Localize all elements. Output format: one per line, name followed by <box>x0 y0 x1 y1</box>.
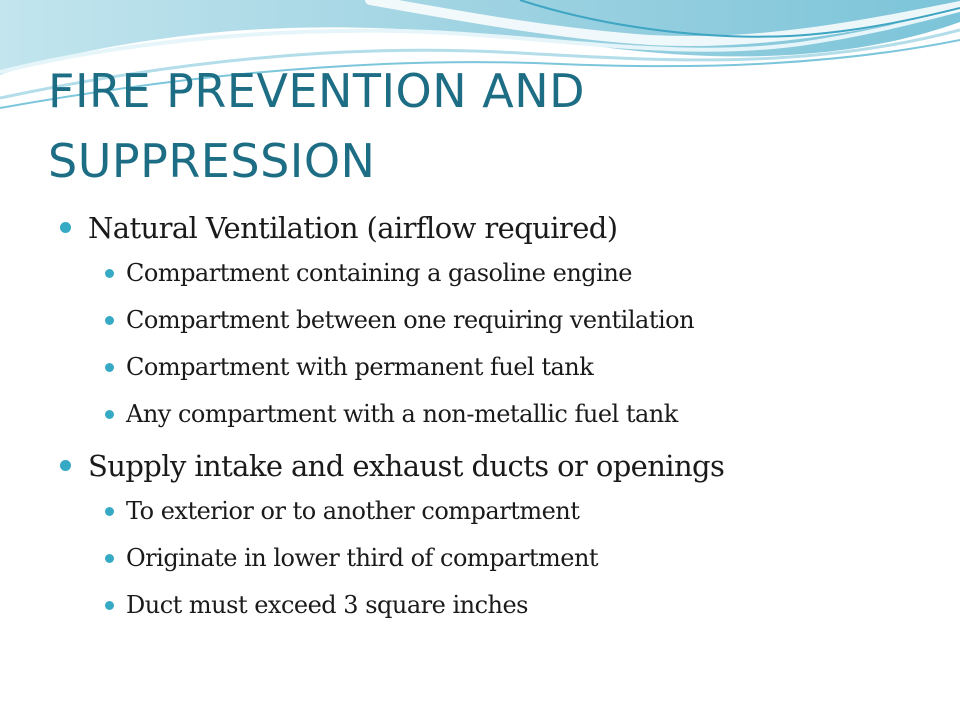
bullet-list <box>60 206 940 635</box>
sub-bullet-text: Originate in lower third of compartment <box>126 544 599 572</box>
sub-bullet-dot-icon <box>105 363 114 372</box>
sub-bullet-dot-icon <box>105 316 114 325</box>
sub-bullet-item <box>105 535 940 582</box>
sub-bullet-text: Duct must exceed 3 square inches <box>126 591 528 619</box>
sub-bullet-text: Any compartment with a non-metallic fuel tank <box>126 400 678 428</box>
slide-title-line-2: SUPPRESSION <box>48 134 376 188</box>
sub-bullet-item <box>105 582 940 629</box>
sub-bullet-list <box>60 488 940 629</box>
sub-bullet-dot-icon <box>105 410 114 419</box>
sub-bullet-item <box>105 297 940 344</box>
slide-title-line-1: FIRE PREVENTION AND <box>48 64 586 118</box>
bullet-text: Supply intake and exhaust ducts or openings <box>88 449 725 483</box>
sub-bullet-list <box>60 250 940 438</box>
sub-bullet-item <box>105 250 940 297</box>
bullet-item <box>60 444 940 488</box>
bullet-dot-icon <box>60 460 71 471</box>
sub-bullet-text: Compartment containing a gasoline engine <box>126 259 632 287</box>
sub-bullet-text: Compartment between one requiring ventilation <box>126 306 695 334</box>
bullet-item <box>60 206 940 250</box>
sub-bullet-dot-icon <box>105 601 114 610</box>
sub-bullet-dot-icon <box>105 554 114 563</box>
sub-bullet-dot-icon <box>105 269 114 278</box>
bullet-text: Natural Ventilation (airflow required) <box>88 211 618 245</box>
slide-title <box>48 56 908 196</box>
sub-bullet-item <box>105 344 940 391</box>
sub-bullet-dot-icon <box>105 507 114 516</box>
sub-bullet-text: To exterior or to another compartment <box>126 497 580 525</box>
sub-bullet-item <box>105 391 940 438</box>
sub-bullet-text: Compartment with permanent fuel tank <box>126 353 594 381</box>
bullet-dot-icon <box>60 222 71 233</box>
sub-bullet-item <box>105 488 940 535</box>
